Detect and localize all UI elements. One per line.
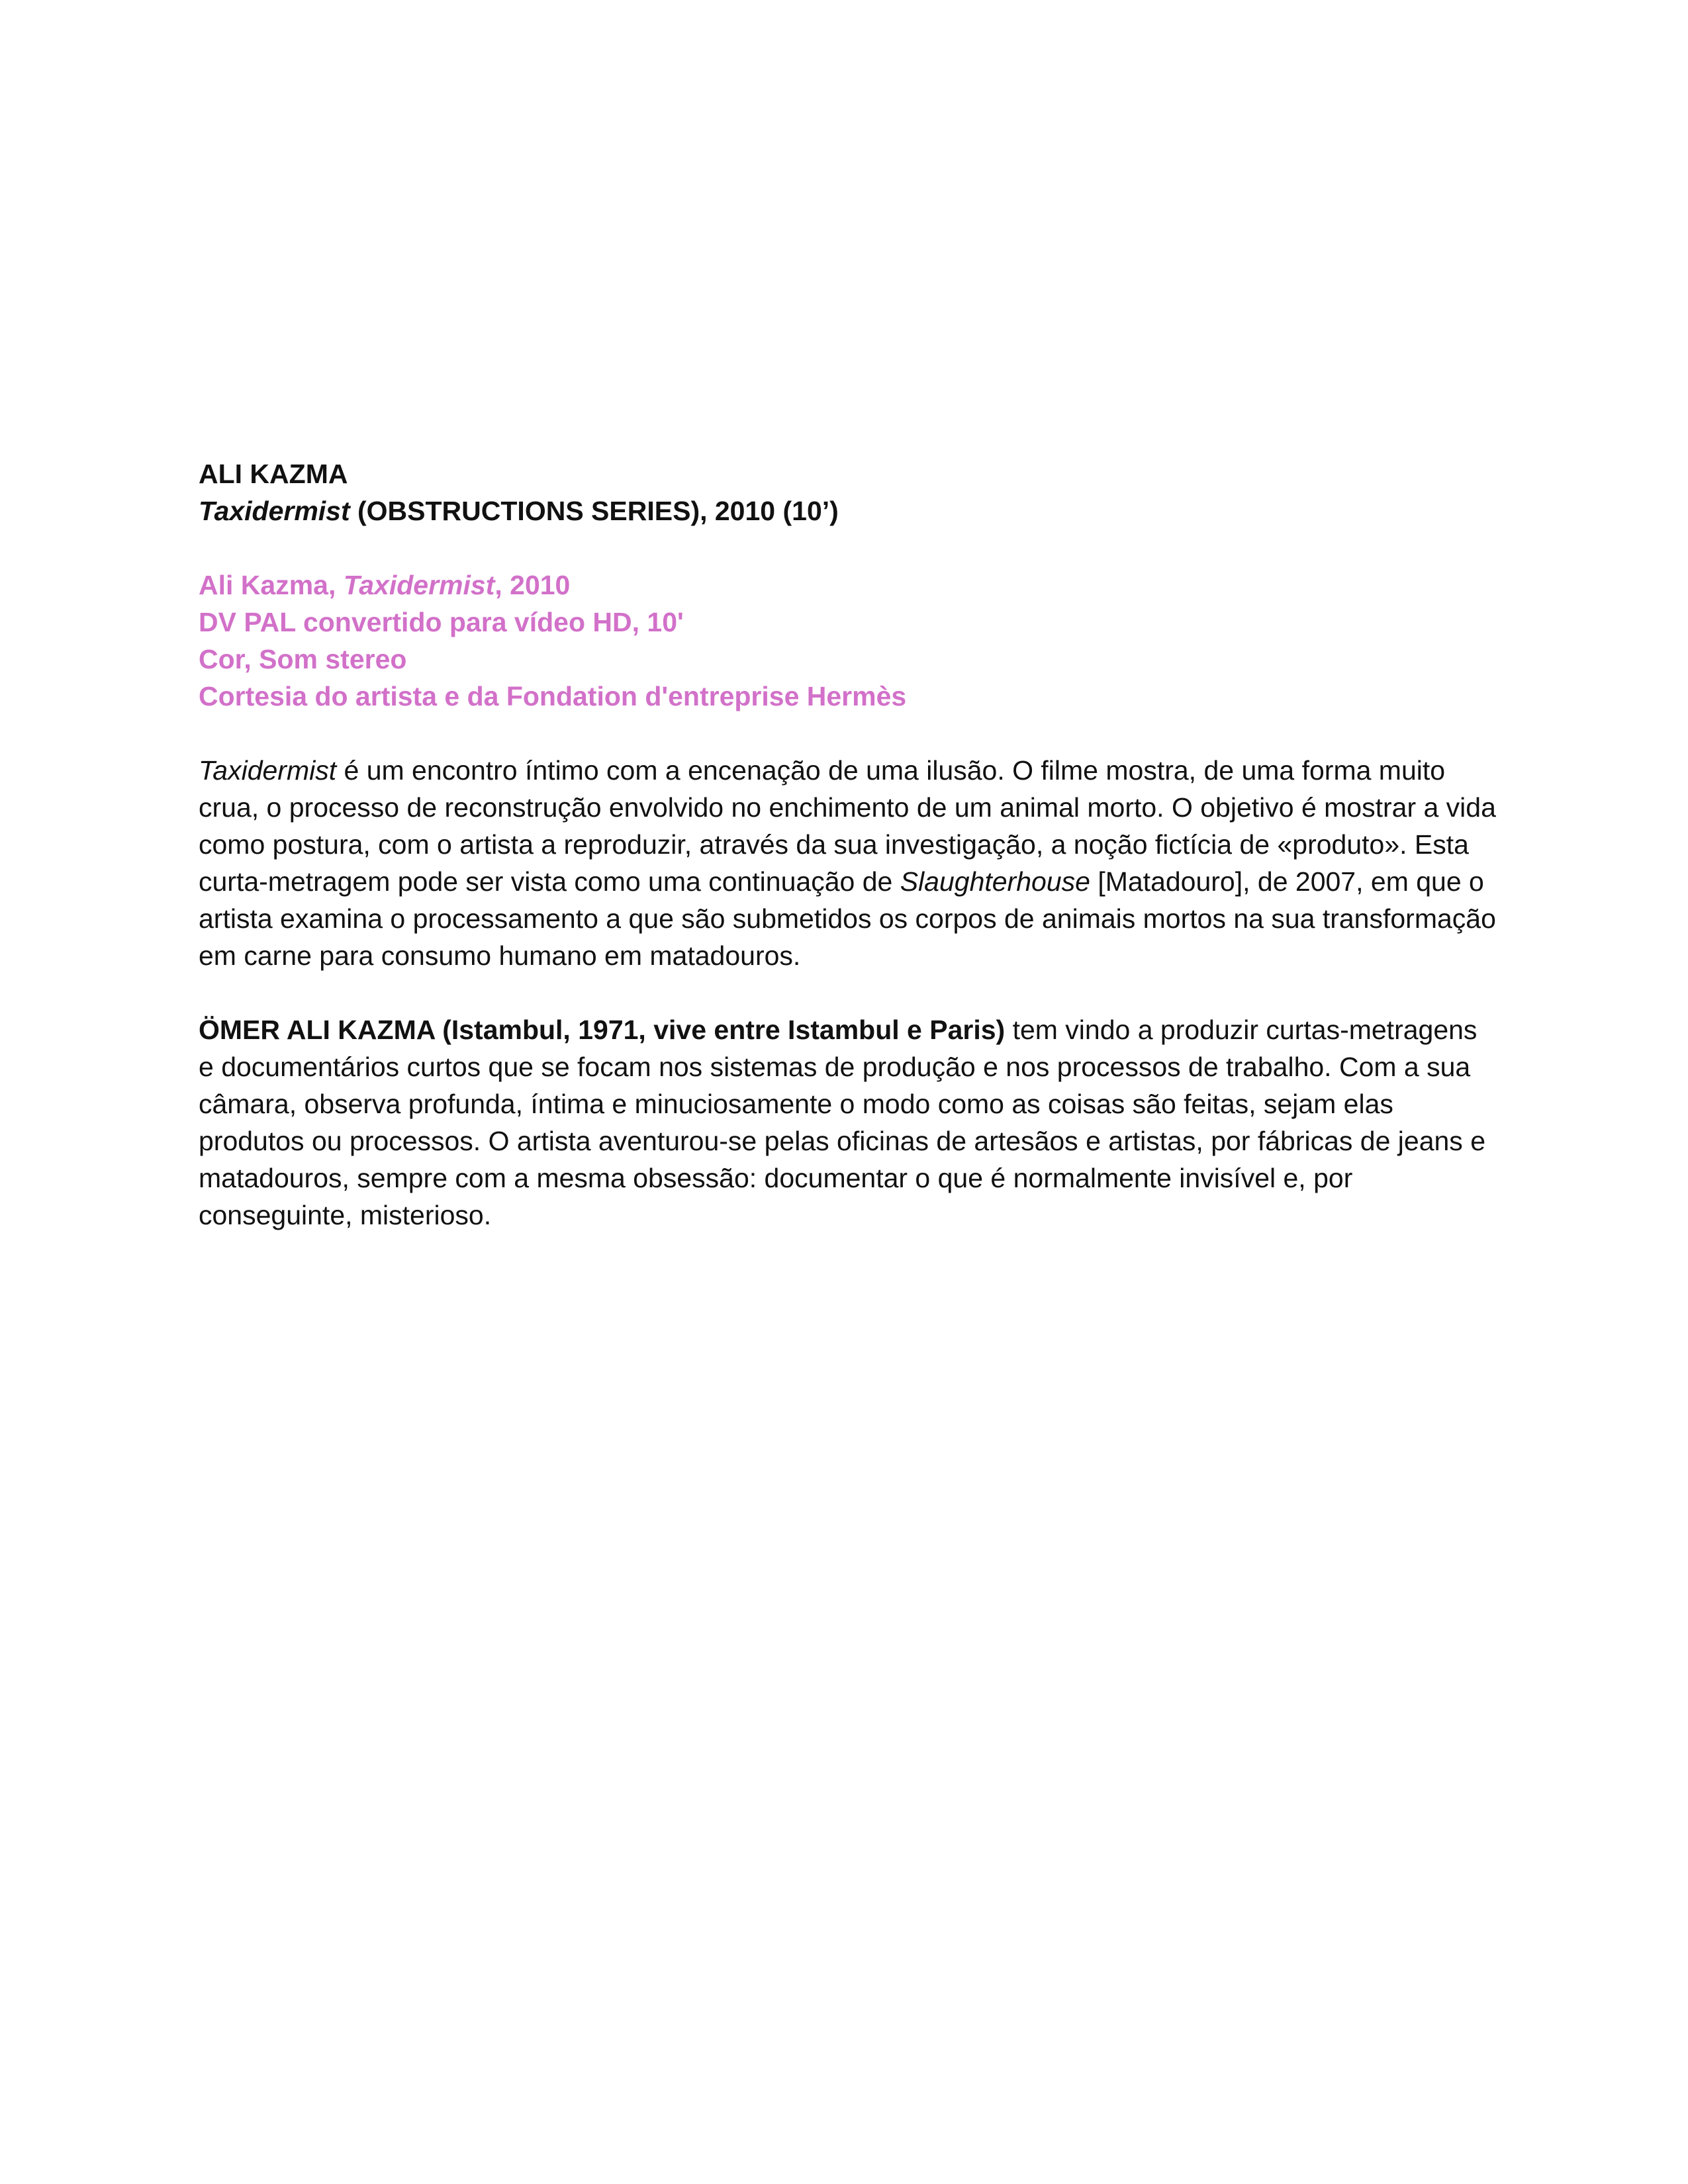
work-heading <box>199 455 1496 529</box>
description-text-1: é um encontro íntimo com a encenação de uma ilusão. O filme mostra, de uma forma muito crua, o processo de reconstrução envolvido no enchimento de um animal morto. O objetivo é mostrar a vida como postura, com o artista a reproduzir, através da sua investigação, a noção fictícia de «produto». Esta curta-metragem pode ser vista como uma continuação de <box>199 755 1496 897</box>
description-reference: Slaughterhouse <box>900 866 1090 897</box>
work-title: Taxidermist <box>199 496 350 526</box>
credits-line-4: Cortesia do artista e da Fondation d'entreprise Hermès <box>199 681 907 711</box>
biography-text <box>199 1011 1496 1234</box>
description-paragraph <box>199 752 1496 974</box>
work-title-line <box>199 492 1496 529</box>
document-page <box>199 455 1496 1234</box>
credits-line-1 <box>199 567 1496 604</box>
credits-line-3: Cor, Som stereo <box>199 644 407 674</box>
work-subtitle: (OBSTRUCTIONS SERIES), 2010 (10’) <box>350 496 839 526</box>
biography-name: ÖMER ALI KAZMA (Istambul, 1971, vive entre Istambul e Paris) <box>199 1015 1006 1045</box>
artist-name: ALI KAZMA <box>199 459 348 489</box>
description-title: Taxidermist <box>199 755 337 786</box>
description-text <box>199 752 1496 974</box>
biography-body: tem vindo a produzir curtas-metragens e documentários curtos que se focam nos sistemas de produção e nos processos de trabalho. Com a sua câmara, observa profunda, íntima e minuciosamente o modo como as coisas são feitas, sejam elas produtos ou processos. O artista aventurou-se pelas oficinas de artesãos e artistas, por fábricas de jeans e matadouros, sempre com a mesma obsessão: documentar o que é normalmente invisível e, por conseguinte, misterioso. <box>199 1015 1485 1230</box>
credits-line-2: DV PAL convertido para vídeo HD, 10' <box>199 607 684 637</box>
credits-title: Taxidermist <box>343 570 495 600</box>
work-credits <box>199 567 1496 715</box>
biography-paragraph <box>199 1011 1496 1234</box>
description-text-2: [Matadouro], de 2007, em que o artista examina o processamento a que são submetidos os corpos de animais mortos na sua transformação em carne para consumo humano em matadouros. <box>199 866 1496 971</box>
credits-artist: Ali Kazma, <box>199 570 344 600</box>
credits-year: , 2010 <box>494 570 571 600</box>
